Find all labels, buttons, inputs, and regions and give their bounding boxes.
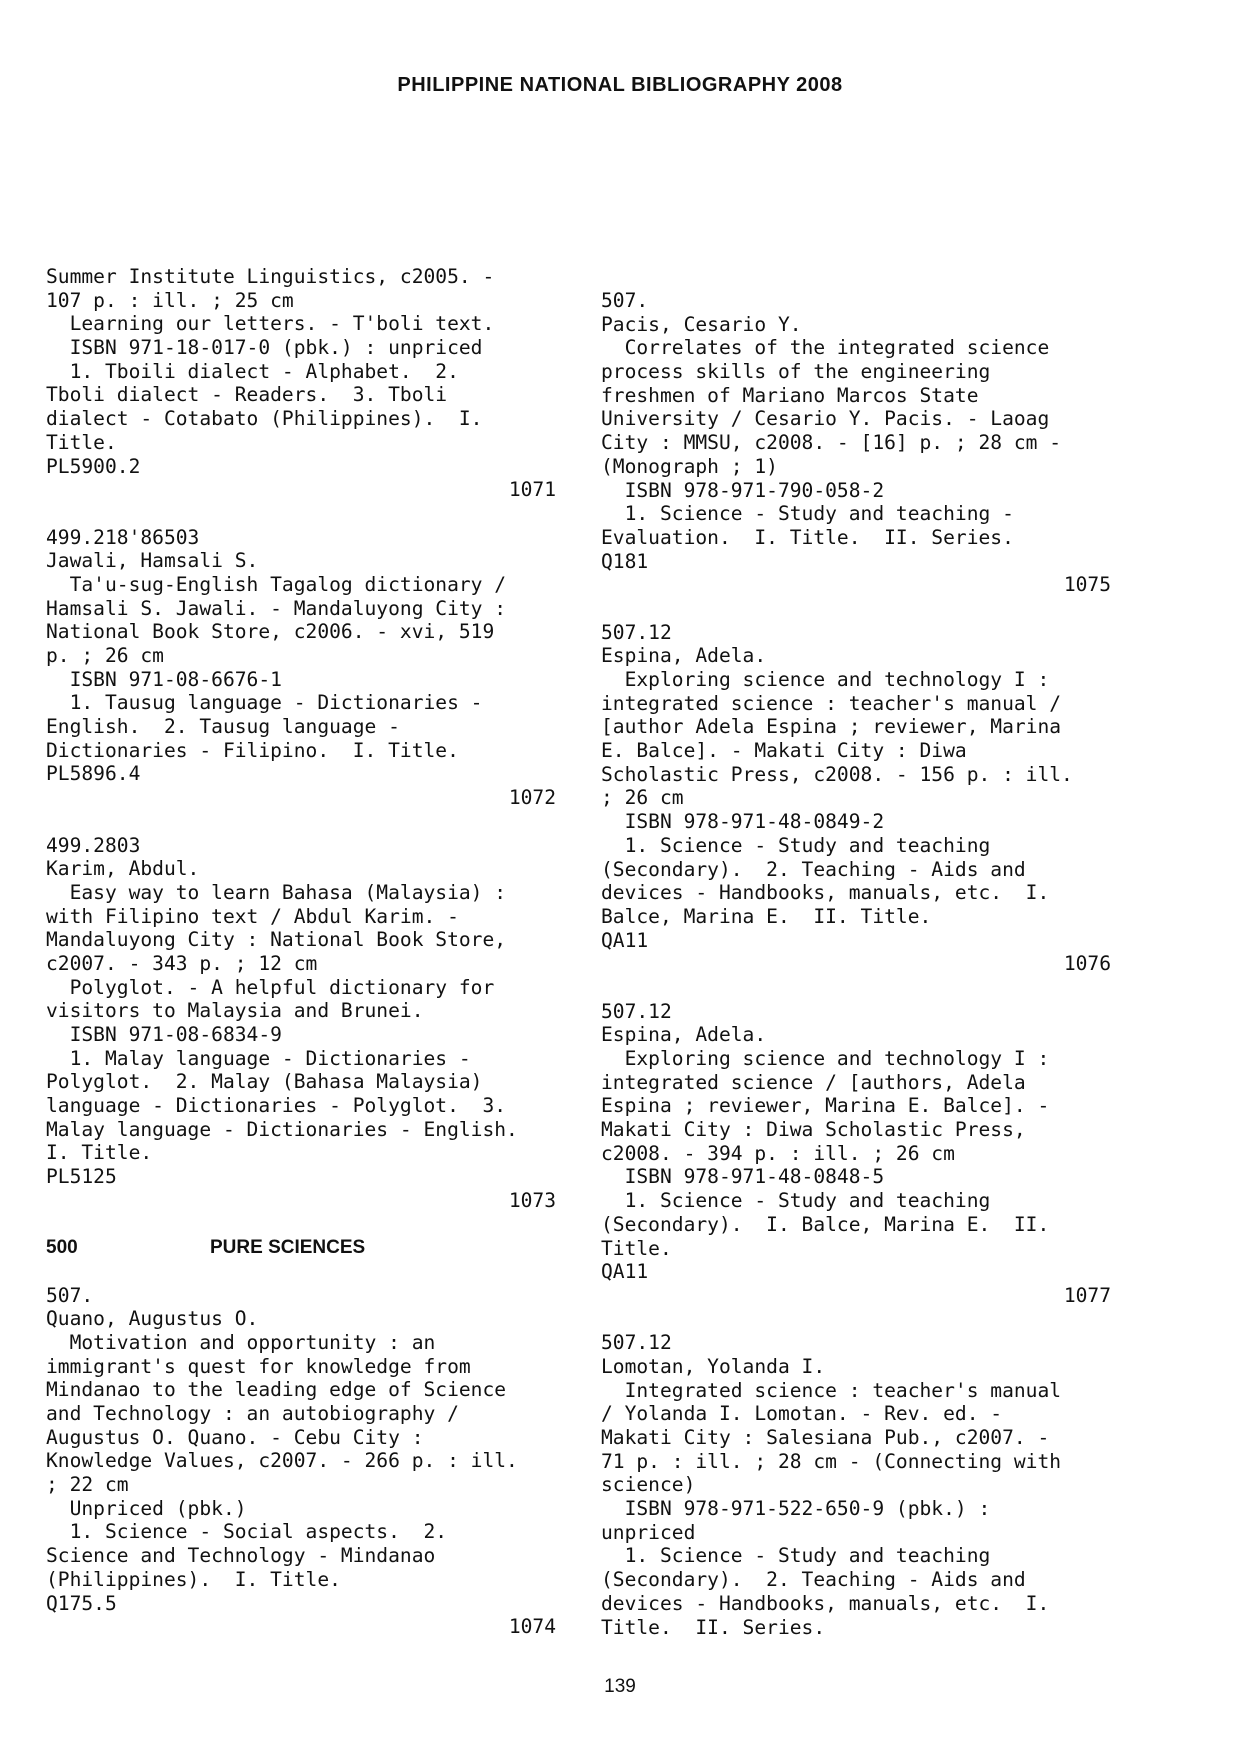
entry-number: 1074 [508, 1615, 556, 1639]
entry-line: ISBN 978-971-522-650-9 (pbk.) : [601, 1497, 991, 1521]
bibliography-entry [46, 526, 556, 810]
entry-line: Knowledge Values, c2007. - 266 p. : ill. [46, 1449, 518, 1473]
section-code: 500 [46, 1237, 78, 1259]
entry-line: PL5900.2 [46, 454, 141, 478]
entry-line: 1. Science - Study and teaching - [601, 502, 1014, 526]
entry-line: p. ; 26 cm [46, 644, 164, 667]
bibliography-entry [46, 265, 556, 502]
entry-number: 1075 [1063, 573, 1111, 597]
entry-line: devices - Handbooks, manuals, etc. I. [601, 1591, 1050, 1615]
entry-line: Easy way to learn Bahasa (Malaysia) : [46, 880, 507, 904]
entry-line: Learning our letters. - T'boli text. [46, 312, 495, 336]
entry-number: 1076 [1063, 952, 1111, 976]
section-title: PURE SCIENCES [210, 1237, 366, 1259]
entry-line: 507. [46, 1283, 94, 1307]
bibliography-entry [46, 1284, 556, 1639]
entry-line: Malay language - Dictionaries - English. [46, 1117, 518, 1141]
entry-line: QA11 [601, 928, 649, 952]
entry-line: and Technology : an autobiography / [46, 1402, 459, 1425]
entry-line: Title. [46, 430, 117, 454]
entry-line: c2008. - 394 p. : ill. ; 26 cm [601, 1141, 955, 1165]
entry-line: English. 2. Tausug language - [46, 715, 400, 739]
entry-line: ; 22 cm [46, 1473, 129, 1497]
entry-line: ISBN 978-971-48-0848-5 [601, 1165, 885, 1189]
entry-line: Polyglot. 2. Malay (Bahasa Malaysia) [46, 1070, 483, 1094]
entry-line: integrated science / [authors, Adela [601, 1070, 1026, 1094]
entry-line: dialect - Cotabato (Philippines). I. [46, 407, 483, 431]
entry-line: ISBN 978-971-790-058-2 [601, 478, 885, 502]
entry-line: Q181 [601, 549, 649, 573]
entry-line: Makati City : Diwa Scholastic Press, [601, 1118, 1026, 1142]
entry-line: National Book Store, c2006. - xvi, 519 [46, 620, 495, 644]
entry-line: Mindanao to the leading edge of Science [46, 1378, 507, 1402]
entry-line: Motivation and opportunity : an [46, 1330, 436, 1354]
entry-line: 507.12 [601, 620, 672, 644]
entry-line: ISBN 978-971-48-0849-2 [601, 810, 885, 834]
entry-number: 1072 [508, 786, 556, 810]
left-column [46, 265, 556, 1663]
entry-line: 507.12 [601, 1331, 672, 1355]
entry-line: Espina ; reviewer, Marina E. Balce]. - [601, 1094, 1050, 1118]
bibliography-entry [601, 289, 1111, 597]
entry-line: / Yolanda I. Lomotan. - Rev. ed. - [601, 1402, 1003, 1426]
entry-line: Exploring science and technology I : [601, 1047, 1050, 1070]
entry-line: E. Balce]. - Makati City : Diwa [601, 739, 967, 763]
entry-line: Ta'u-sug-English Tagalog dictionary / [46, 572, 507, 596]
entry-line: Makati City : Salesiana Pub., c2007. - [601, 1426, 1050, 1449]
section-heading [46, 1236, 556, 1260]
entry-line: QA11 [601, 1260, 649, 1284]
entry-line: [author Adela Espina ; reviewer, Marina [601, 715, 1062, 739]
entry-line: process skills of the engineering [601, 360, 991, 384]
entry-line: PL5896.4 [46, 762, 141, 786]
entry-line: 507.12 [601, 999, 672, 1023]
entry-line: Tboli dialect - Readers. 3. Tboli [46, 383, 448, 407]
entry-line: (Monograph ; 1) [601, 454, 778, 478]
entry-line: language - Dictionaries - Polyglot. 3. [46, 1094, 507, 1118]
entry-line: Augustus O. Quano. - Cebu City : [46, 1425, 424, 1449]
bibliography-entry [601, 1000, 1111, 1308]
entry-line: immigrant's quest for knowledge from [46, 1354, 471, 1378]
entry-line: devices - Handbooks, manuals, etc. I. [601, 881, 1050, 905]
entry-line: Espina, Adela. [601, 1023, 767, 1047]
entry-line: Title. [601, 1236, 672, 1260]
entry-line: 107 p. : ill. ; 25 cm [46, 288, 294, 312]
bibliography-entry [46, 834, 556, 1213]
entry-line: science) [601, 1473, 696, 1497]
bibliography-entry [601, 1331, 1111, 1639]
entry-line: 1. Science - Study and teaching [601, 833, 991, 857]
entry-line: I. Title. [46, 1141, 153, 1165]
entry-line: Summer Institute Linguistics, c2005. - [46, 265, 495, 288]
right-column [601, 289, 1111, 1663]
entry-line: ISBN 971-18-017-0 (pbk.) : unpriced [46, 336, 483, 360]
entry-line: unpriced [601, 1520, 696, 1544]
bibliography-entry [601, 621, 1111, 976]
entry-line: ; 26 cm [601, 786, 684, 810]
entry-line: Lomotan, Yolanda I. [601, 1354, 826, 1378]
entry-line: Karim, Abdul. [46, 857, 200, 881]
entry-line: Quano, Augustus O. [46, 1307, 259, 1331]
entry-line: Exploring science and technology I : [601, 668, 1050, 691]
entry-line: PL5125 [46, 1165, 117, 1189]
entry-line: ISBN 971-08-6676-1 [46, 667, 282, 691]
entry-line: 71 p. : ill. ; 28 cm - (Connecting with [601, 1449, 1062, 1473]
entry-line: Science and Technology - Mindanao [46, 1544, 436, 1568]
entry-line: with Filipino text / Abdul Karim. - [46, 904, 459, 928]
entry-line: (Secondary). 2. Teaching - Aids and [601, 1568, 1026, 1592]
entry-line: Integrated science : teacher's manual [601, 1378, 1062, 1402]
entry-line: freshmen of Mariano Marcos State [601, 383, 979, 407]
entry-line: c2007. - 343 p. ; 12 cm [46, 951, 318, 975]
entry-line: 499.2803 [46, 833, 141, 857]
entry-line: Mandaluyong City : National Book Store, [46, 928, 507, 952]
entry-line: Scholastic Press, c2008. - 156 p. : ill. [601, 762, 1073, 786]
entry-line: Polyglot. - A helpful dictionary for [46, 975, 495, 999]
entry-line: 1. Tausug language - Dictionaries - [46, 691, 483, 715]
entry-line: 1. Science - Study and teaching [601, 1189, 991, 1213]
entry-line: Q175.5 [46, 1591, 117, 1615]
entry-line: (Philippines). I. Title. [46, 1567, 341, 1591]
entry-line: 1. Malay language - Dictionaries - [46, 1046, 471, 1070]
entry-line: Evaluation. I. Title. II. Series. [601, 525, 1014, 549]
entry-line: 499.218'86503 [46, 525, 200, 549]
entry-line: Correlates of the integrated science [601, 336, 1050, 360]
entry-line: (Secondary). 2. Teaching - Aids and [601, 857, 1026, 881]
entry-number: 1073 [508, 1188, 556, 1212]
entry-line: visitors to Malaysia and Brunei. [46, 999, 424, 1023]
entry-line: Title. II. Series. [601, 1615, 826, 1639]
entry-line: Espina, Adela. [601, 644, 767, 668]
page-number: 139 [604, 1676, 636, 1697]
entry-line: Balce, Marina E. II. Title. [601, 904, 932, 928]
entry-line: 507. [601, 289, 649, 312]
entry-line: (Secondary). I. Balce, Marina E. II. [601, 1212, 1050, 1236]
entry-line: ISBN 971-08-6834-9 [46, 1023, 282, 1046]
entry-number: 1071 [508, 478, 556, 502]
entry-line: Pacis, Cesario Y. [601, 312, 802, 336]
entry-line: Unpriced (pbk.) [46, 1496, 247, 1520]
entry-number: 1077 [1063, 1283, 1111, 1307]
entry-line: Hamsali S. Jawali. - Mandaluyong City : [46, 596, 507, 620]
entry-line: 1. Science - Study and teaching [601, 1544, 991, 1568]
page-title: PHILIPPINE NATIONAL BIBLIOGRAPHY 2008 [397, 74, 843, 96]
entry-line: City : MMSU, c2008. - [16] p. ; 28 cm - [601, 431, 1062, 455]
entry-line: 1. Science - Social aspects. 2. [46, 1520, 448, 1544]
entry-line: University / Cesario Y. Pacis. - Laoag [601, 407, 1050, 431]
entry-line: 1. Tboili dialect - Alphabet. 2. [46, 359, 459, 383]
entry-line: integrated science : teacher's manual / [601, 691, 1062, 715]
entry-line: Dictionaries - Filipino. I. Title. [46, 738, 459, 762]
entry-line: Jawali, Hamsali S. [46, 549, 259, 573]
